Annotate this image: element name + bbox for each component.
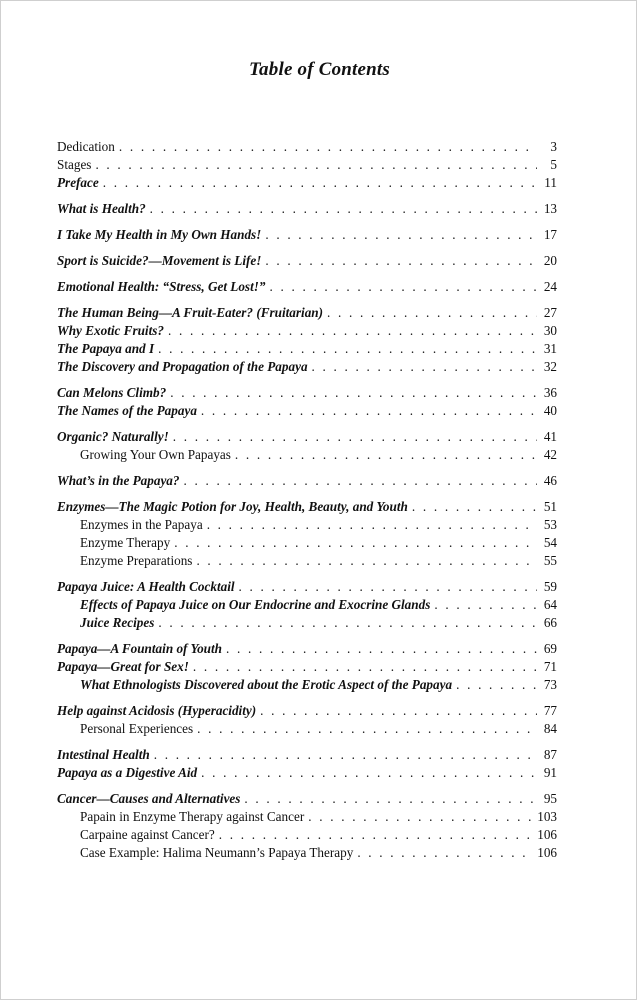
toc-entry bbox=[57, 156, 557, 174]
toc-page-number: 103 bbox=[537, 809, 557, 824]
toc-entry bbox=[57, 746, 557, 764]
toc-entry bbox=[57, 534, 557, 552]
dot-leader bbox=[226, 640, 537, 658]
dot-leader bbox=[201, 402, 537, 420]
toc-page-number: 41 bbox=[543, 429, 557, 444]
toc-entry bbox=[57, 472, 557, 490]
toc-entry-title: Juice Recipes bbox=[80, 615, 155, 630]
dot-leader bbox=[312, 358, 537, 376]
toc-page-number: 40 bbox=[543, 403, 557, 418]
toc-entry bbox=[57, 226, 557, 244]
toc-entry-title: Enzymes—The Magic Potion for Joy, Health, Beauty, and Youth bbox=[57, 499, 408, 514]
toc-entry-title: Can Melons Climb? bbox=[57, 385, 167, 400]
dot-leader bbox=[95, 156, 537, 174]
toc-page-number: 55 bbox=[543, 553, 557, 568]
toc-page-number: 84 bbox=[543, 721, 557, 736]
toc-page-number: 13 bbox=[543, 201, 557, 216]
toc-entry-title: Growing Your Own Papayas bbox=[80, 447, 231, 462]
toc-entry-title: Personal Experiences bbox=[80, 721, 194, 736]
toc-page-number: 106 bbox=[537, 827, 557, 842]
toc-entry-title: What’s in the Papaya? bbox=[57, 473, 180, 488]
toc-entry bbox=[57, 808, 557, 826]
toc-page-number: 46 bbox=[543, 473, 557, 488]
toc-entry-title: What Ethnologists Discovered about the Erotic Aspect of the Papaya bbox=[80, 677, 453, 692]
toc-entry bbox=[57, 200, 557, 218]
dot-leader bbox=[173, 428, 537, 446]
dot-leader bbox=[170, 384, 537, 402]
toc-entry-title: Sport is Suicide?—Movement is Life! bbox=[57, 253, 262, 268]
toc-entry bbox=[57, 138, 557, 156]
dot-leader bbox=[103, 174, 537, 192]
dot-leader bbox=[239, 578, 537, 596]
toc-entry-title: Papaya Juice: A Health Cocktail bbox=[57, 579, 235, 594]
dot-leader bbox=[269, 278, 537, 296]
toc-page-number: 106 bbox=[537, 845, 557, 860]
toc-page-number: 77 bbox=[543, 703, 557, 718]
toc-entry-title: The Human Being—A Fruit-Eater? (Fruitarian) bbox=[57, 305, 324, 320]
dot-leader bbox=[260, 702, 537, 720]
toc-entry-title: Effects of Papaya Juice on Our Endocrine and Exocrine Glands bbox=[80, 597, 431, 612]
dot-leader bbox=[327, 304, 537, 322]
toc-entry bbox=[57, 702, 557, 720]
dot-leader bbox=[119, 138, 537, 156]
toc-entry-title: Papain in Enzyme Therapy against Cancer bbox=[80, 809, 305, 824]
toc-entry bbox=[57, 614, 557, 632]
toc-entry bbox=[57, 844, 557, 862]
toc-page-number: 59 bbox=[543, 579, 557, 594]
dot-leader bbox=[150, 200, 537, 218]
toc-entry-title: Preface bbox=[57, 175, 99, 190]
toc-entry bbox=[57, 278, 557, 296]
toc-entry-title: Help against Acidosis (Hyperacidity) bbox=[57, 703, 257, 718]
toc-page-number: 30 bbox=[543, 323, 557, 338]
dot-leader bbox=[174, 534, 537, 552]
dot-leader bbox=[183, 472, 537, 490]
toc-entry-title: Papaya—A Fountain of Youth bbox=[57, 641, 223, 656]
toc-entry-title: Organic? Naturally! bbox=[57, 429, 169, 444]
toc-entry bbox=[57, 720, 557, 738]
toc-entry-title: I Take My Health in My Own Hands! bbox=[57, 227, 262, 242]
toc-page-number: 24 bbox=[543, 279, 557, 294]
dot-leader bbox=[193, 658, 537, 676]
toc-entry-title: What is Health? bbox=[57, 201, 146, 216]
toc-entry-title: Case Example: Halima Neumann’s Papaya Therapy bbox=[80, 845, 354, 860]
toc-entry-title: Carpaine against Cancer? bbox=[80, 827, 215, 842]
table-of-contents bbox=[57, 138, 557, 862]
toc-page-number: 53 bbox=[543, 517, 557, 532]
toc-page-number: 73 bbox=[543, 677, 557, 692]
toc-page-number: 36 bbox=[543, 385, 557, 400]
toc-page-number: 17 bbox=[543, 227, 557, 242]
toc-page-number: 32 bbox=[543, 359, 557, 374]
toc-page-number: 66 bbox=[543, 615, 557, 630]
toc-entry-title: The Discovery and Propagation of the Papaya bbox=[57, 359, 308, 374]
dot-leader bbox=[201, 764, 537, 782]
toc-entry bbox=[57, 358, 557, 376]
toc-entry bbox=[57, 826, 557, 844]
dot-leader bbox=[412, 498, 537, 516]
toc-entry bbox=[57, 640, 557, 658]
dot-leader bbox=[434, 596, 537, 614]
toc-page-number: 69 bbox=[543, 641, 557, 656]
toc-entry bbox=[57, 304, 557, 322]
toc-entry bbox=[57, 790, 557, 808]
toc-entry bbox=[57, 676, 557, 694]
toc-entry bbox=[57, 516, 557, 534]
toc-entry bbox=[57, 428, 557, 446]
dot-leader bbox=[158, 340, 537, 358]
toc-entry bbox=[57, 578, 557, 596]
toc-entry-title: Enzymes in the Papaya bbox=[80, 517, 203, 532]
dot-leader bbox=[196, 552, 537, 570]
toc-page-number: 11 bbox=[544, 175, 557, 190]
dot-leader bbox=[357, 844, 533, 862]
toc-page-number: 64 bbox=[543, 597, 557, 612]
toc-entry bbox=[57, 174, 557, 192]
toc-page-number: 5 bbox=[550, 157, 557, 172]
toc-entry-title: The Names of the Papaya bbox=[57, 403, 197, 418]
toc-entry bbox=[57, 446, 557, 464]
toc-entry bbox=[57, 384, 557, 402]
dot-leader bbox=[265, 252, 537, 270]
dot-leader bbox=[456, 676, 537, 694]
toc-entry bbox=[57, 764, 557, 782]
toc-entry-title: Why Exotic Fruits? bbox=[57, 323, 164, 338]
toc-page-number: 31 bbox=[543, 341, 557, 356]
toc-page-number: 27 bbox=[543, 305, 557, 320]
toc-entry bbox=[57, 340, 557, 358]
toc-page-number: 3 bbox=[550, 139, 557, 154]
toc-page-number: 51 bbox=[543, 499, 557, 514]
toc-entry-title: The Papaya and I bbox=[57, 341, 155, 356]
dot-leader bbox=[197, 720, 537, 738]
toc-entry bbox=[57, 252, 557, 270]
toc-entry-title: Papaya—Great for Sex! bbox=[57, 659, 189, 674]
toc-page-number: 54 bbox=[543, 535, 557, 550]
toc-entry-title: Papaya as a Digestive Aid bbox=[57, 765, 198, 780]
toc-entry-title: Enzyme Therapy bbox=[80, 535, 171, 550]
toc-entry-title: Enzyme Preparations bbox=[80, 553, 193, 568]
toc-entry-title: Cancer—Causes and Alternatives bbox=[57, 791, 241, 806]
toc-entry bbox=[57, 658, 557, 676]
toc-page-number: 91 bbox=[543, 765, 557, 780]
dot-leader bbox=[207, 516, 537, 534]
dot-leader bbox=[219, 826, 533, 844]
dot-leader bbox=[265, 226, 537, 244]
toc-entry-title: Dedication bbox=[57, 139, 115, 154]
toc-entry bbox=[57, 498, 557, 516]
toc-page-number: 71 bbox=[543, 659, 557, 674]
toc-page-number: 95 bbox=[543, 791, 557, 806]
toc-entry-title: Stages bbox=[57, 157, 92, 172]
toc-entry-title: Emotional Health: “Stress, Get Lost!” bbox=[57, 279, 266, 294]
dot-leader bbox=[154, 746, 537, 764]
toc-entry bbox=[57, 322, 557, 340]
dot-leader bbox=[308, 808, 533, 826]
toc-page-number: 87 bbox=[543, 747, 557, 762]
toc-page-number: 20 bbox=[543, 253, 557, 268]
dot-leader bbox=[168, 322, 537, 340]
toc-page-number: 42 bbox=[543, 447, 557, 462]
toc-entry bbox=[57, 402, 557, 420]
dot-leader bbox=[235, 446, 537, 464]
toc-entry bbox=[57, 596, 557, 614]
page-title: Table of Contents bbox=[249, 59, 390, 80]
dot-leader bbox=[158, 614, 537, 632]
toc-entry bbox=[57, 552, 557, 570]
toc-entry-title: Intestinal Health bbox=[57, 747, 150, 762]
dot-leader bbox=[244, 790, 537, 808]
